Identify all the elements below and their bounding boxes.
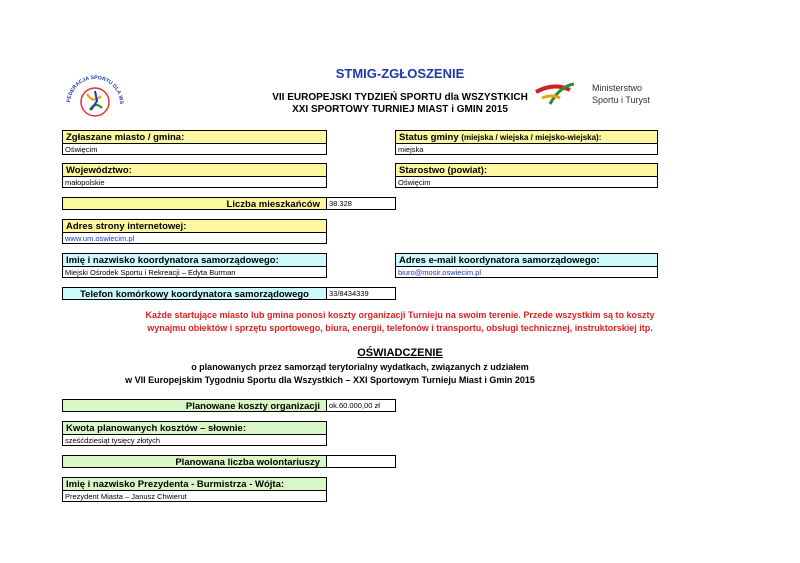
wojewodztwo-value[interactable]: małopolskie — [62, 176, 327, 188]
miasto-label: Zgłaszane miasto / gmina: — [62, 130, 327, 144]
mieszkancy-value[interactable]: 38.328 — [326, 197, 396, 210]
email-value[interactable]: biuro@mosir.oswiecim.pl — [395, 266, 658, 278]
statement-line-1: o planowanych przez samorząd terytorialny wydatkach, związanych z udziałem — [191, 362, 529, 372]
prezydent-value[interactable]: Prezydent Miasta – Janusz Chwierut — [62, 490, 327, 502]
status-value[interactable]: miejska — [395, 143, 658, 155]
status-label — [395, 130, 658, 144]
koszty-value[interactable]: ok.60.000,00 zł — [326, 399, 396, 412]
kwota-label: Kwota planowanych kosztów – słownie: — [62, 421, 327, 435]
www-value[interactable]: www.um.oswiecim.pl — [62, 232, 327, 244]
wolontariusze-label: Planowana liczba wolontariuszy — [62, 455, 327, 468]
ministry-text-1: Ministerstwo — [592, 83, 643, 93]
kwota-value[interactable]: sześćdziesiąt tysięcy złotych — [62, 434, 327, 446]
www-label: Adres strony internetowej: — [62, 219, 327, 233]
starostwo-label: Starostwo (powiat): — [395, 163, 658, 177]
header-line-1: VII EUROPEJSKI TYDZIEŃ SPORTU dla WSZYSTKICH — [272, 92, 528, 103]
koszty-label: Planowane koszty organizacji — [62, 399, 327, 412]
wolontariusze-value[interactable] — [326, 455, 396, 468]
federation-logo-text: FEDERACJA SPORTU DLA WS — [66, 74, 125, 105]
wojewodztwo-label: Województwo: — [62, 163, 327, 177]
statement-line-2: w VII Europejskim Tygodniu Sportu dla Wszystkich – XXI Sportowym Turnieju Miast i Gmin 2015 — [125, 375, 535, 385]
telefon-label: Telefon komórkowy koordynatora samorządowego — [62, 287, 327, 300]
header-line-2: XXI SPORTOWY TURNIEJ MIAST i GMIN 2015 — [292, 104, 508, 115]
form-title: STMIG-ZGŁOSZENIE — [335, 66, 465, 81]
telefon-value[interactable]: 33/8434339 — [326, 287, 396, 300]
koordynator-value[interactable]: Miejski Ośrodek Sportu i Rekreacji – Edyta Burman — [62, 266, 327, 278]
statement-title: OŚWIADCZENIE — [357, 347, 443, 359]
cost-notice-line-1: Każde startujące miasto lub gmina ponosi koszty organizacji Turnieju na swoim terenie. Przede wszystkim są to koszty — [145, 310, 655, 320]
koordynator-label: Imię i nazwisko koordynatora samorządowego: — [62, 253, 327, 267]
cost-notice-line-2: wynajmu obiektów i sprzętu sportowego, biura, energii, telefonów i transportu, obsługi technicznej, instruktorskiej itp. — [147, 323, 653, 333]
miasto-value[interactable]: Oświęcim — [62, 143, 327, 155]
prezydent-label: Imię i nazwisko Prezydenta - Burmistrza - Wójta: — [62, 477, 327, 491]
starostwo-value[interactable]: Oświęcim — [395, 176, 658, 188]
ministry-text-2: Sportu i Turyst — [592, 95, 651, 105]
status-label-text: Status gminy — [399, 132, 459, 143]
mieszkancy-label: Liczba mieszkańców — [62, 197, 327, 210]
status-label-hint: (miejska / wiejska / miejsko-wiejska): — [461, 133, 602, 142]
email-label: Adres e-mail koordynatora samorządowego: — [395, 253, 658, 267]
